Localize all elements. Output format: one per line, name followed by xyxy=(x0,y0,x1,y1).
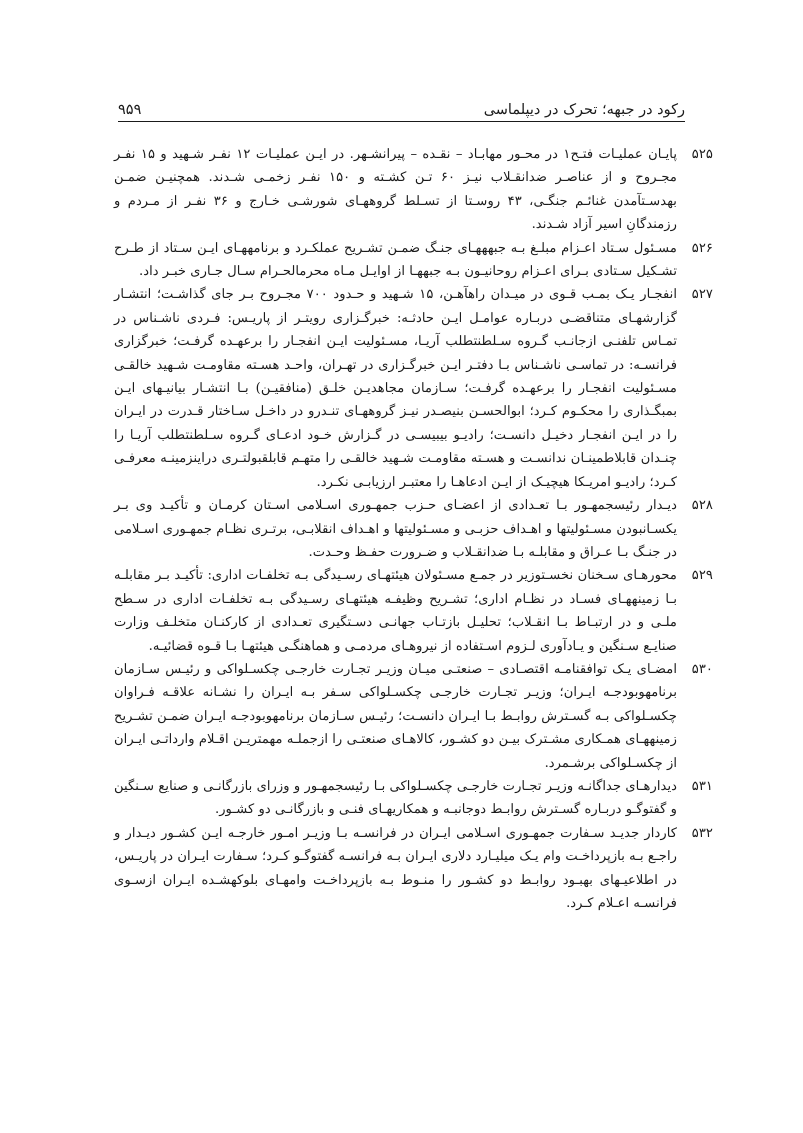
entry-text: دیـدار رئیسجمهـور بـا تعـدادی از اعضـای حـزب جمهـوری اسـلامی اسـتان کرمـان و تأکیـد وی بـر یکسـانبودن مسـئولیتها و اهـداف حزبـی و مسـئولیتها و اهـداف انقلابـی، برتـری نظـام جمهـوری اسـلامی در جنـگ بـا عـراق و مقابلـه بـا ضدانقـلاب و ضـرورت حفـظ وحـدت. xyxy=(114,498,677,560)
entry-527 xyxy=(114,283,713,494)
entry-text: کاردار جدیـد سـفارت جمهـوری اسـلامی ایـران در فرانسـه بـا وزیـر امـور خارجـه ایـن کشـور دیـدار و راجـع بـه بازپرداخـت وام یـک میلیـارد دلاری ایـران بـه فرانسـه گفتوگـو کـرد؛ سـفارت ایـران در پاریـس، در اطلاعیـهای بهبـود روابـط دو کشـور را منـوط بـه بازپرداخـت وامهـای بلوکهشـده ایـران ازسـوی فرانسـه اعـلام کـرد. xyxy=(114,825,677,911)
chronology-entries xyxy=(114,143,713,915)
entry-number: ۵۳۲ xyxy=(691,825,713,841)
running-header xyxy=(118,92,685,118)
entry-text: مسـئول سـتاد اعـزام مبلـغ بـه جبهههـای جنـگ ضمـن تشـریح عملکـرد و برنامههـای ایـن سـتاد از طـرح تشـکیل سـتادی بـرای اعـزام روحانیـون بـه جبههـا از اوایـل مـاه محرمالحـرام سـال جـاری خبـر داد. xyxy=(114,240,677,280)
entry-525 xyxy=(114,143,713,237)
entry-529 xyxy=(114,564,713,658)
header-divider xyxy=(118,121,685,122)
entry-528 xyxy=(114,494,713,564)
entry-number: ۵۲۸ xyxy=(691,498,713,514)
entry-text: دیدارهـای جداگانـه وزیـر تجـارت خارجـی چکسـلواکی بـا رئیسجمهـور و وزرای بازرگانـی و صنایع سـنگین و گفتوگـو دربـاره گسـترش روابـط دوجانبـه و همکاریهـای فنـی و بازرگانـی دو کشـور. xyxy=(114,778,677,818)
entry-532 xyxy=(114,822,713,916)
entry-number: ۵۳۱ xyxy=(691,778,713,794)
entry-text: پایـان عملیـات فتـح۱ در محـور مهابـاد – نقـده – پیرانشـهر. در ایـن عملیـات ۱۲ نفـر شـهید و ۱۵ نفـر مجـروح و از عناصـر ضدانقـلاب نیـز ۶۰ تـن کشـته و ۱۵۰ نفـر زخمـی شـدند. همچنیـن ضمـن بهدسـتآمدن غنائـم جنگـی، ۴۳ روسـتا از تسـلط گروههـای شورشـی خـارج و ۳۶ نفـر از مـردم و رزمندگانِ اسیر آزاد شـدند. xyxy=(114,147,677,233)
entry-number: ۵۳۰ xyxy=(691,661,713,677)
entry-531 xyxy=(114,775,713,822)
entry-number: ۵۲۶ xyxy=(691,240,713,256)
entry-526 xyxy=(114,237,713,284)
entry-number: ۵۲۹ xyxy=(691,568,713,584)
entry-530 xyxy=(114,658,713,775)
entry-number: ۵۲۵ xyxy=(691,147,713,162)
entry-number: ۵۲۷ xyxy=(691,287,713,303)
entry-text: امضـای یـک توافقنامـه اقتصـادی – صنعتـی میـان وزیـر تجـارت خارجـی چکسـلواکی و رئیـس سـازمان برنامهوبودجـه ایـران؛ وزیـر تجـارت خارجـی چکسـلواکی سـفر بـه ایـران را نشـانه علاقـه فـراوان چکسـلواکی بـه گسـترش روابـط بـا ایـران دانسـت؛ رئیـس سـازمان برنامهوبودجـه ایـران ضمـن تشـریح زمینههـای همـکاری مشـترک بیـن دو کشـور، کالاهـای صنعتـی را ازجملـه مهمتریـن اقـلام وارداتـی ایـران از چکسـلواکی برشـمرد. xyxy=(114,661,677,771)
chapter-title: رکود در جبهه؛ تحرک در دیپلماسی xyxy=(483,102,685,118)
entry-text: انفجـار یـک بمـب قـوی در میـدان راهآهـن، ۱۵ شـهید و حـدود ۷۰۰ مجـروح بـر جای گذاشـت؛ انتشـار گزارشهـای متناقضـی دربـاره عوامـل ایـن حادثـه: خبرگـزاری رویتـر از پاریـس: فـردی ناشـناس در تمـاس تلفنـی ازجانـب گـروه سـلطنتطلب آریـا، مسـئولیت ایـن انفجـار را برعهـده گرفـت؛ خبرگزاری فرانسـه: در تماسـی ناشـناس بـا دفتـر ایـن خبرگـزاری در تهـران، واحـد هسـته مقاومـت شـهید خالقـی مسـئولیت انفجـار را برعهـده گرفـت؛ سـازمان مجاهدیـن خلـق (منافقیـن) بـا انتشـار بیانیـهای ایـن بمبگـذاری را محکـوم کـرد؛ ابوالحسـن بنیصـدر نیـز گروههـای تنـدرو در داخـل سـاختار قـدرت در ایـران را در ایـن انفجـار دخیـل دانسـت؛ رادیـو بیبیسـی در گـزارش خـود ادعـای گـروه سـلطنتطلب آریـا را چنـدان قابلاطمینـان ندانسـت و هسـته مقاومـت شـهید خالقـی را متهـم قابلقبولتـری دراینزمینـه معرفـی کـرد؛ رادیـو امریـکا هیچیـک از ایـن ادعاهـا را معتبـر ارزیابـی نکـرد. xyxy=(114,287,677,490)
page-number: ۹۵۹ xyxy=(118,102,142,118)
entry-text: محورهـای سـخنان نخسـتوزیر در جمـع مسـئولان هیئتهـای رسـیدگی بـه تخلفـات اداری: تأکیـد بـر مقابلـه بـا زمینههـای فسـاد در نظـام اداری؛ تشـریح وظیفـه هیئتهـای رسـیدگی بـه تخلفـات اداری در سـطح ملـی و در ارتبـاط بـا انقـلاب؛ تحلیـل بازتـاب جهانـی دسـتگیری تعـدادی از کارکنـان متخلـف وزارت صنایـع سـنگین و یـادآوری لـزوم اسـتفاده از نیروهـای مردمـی و هماهنگـی هیئتهـا بـا قـوه قضائیـه. xyxy=(114,568,677,654)
